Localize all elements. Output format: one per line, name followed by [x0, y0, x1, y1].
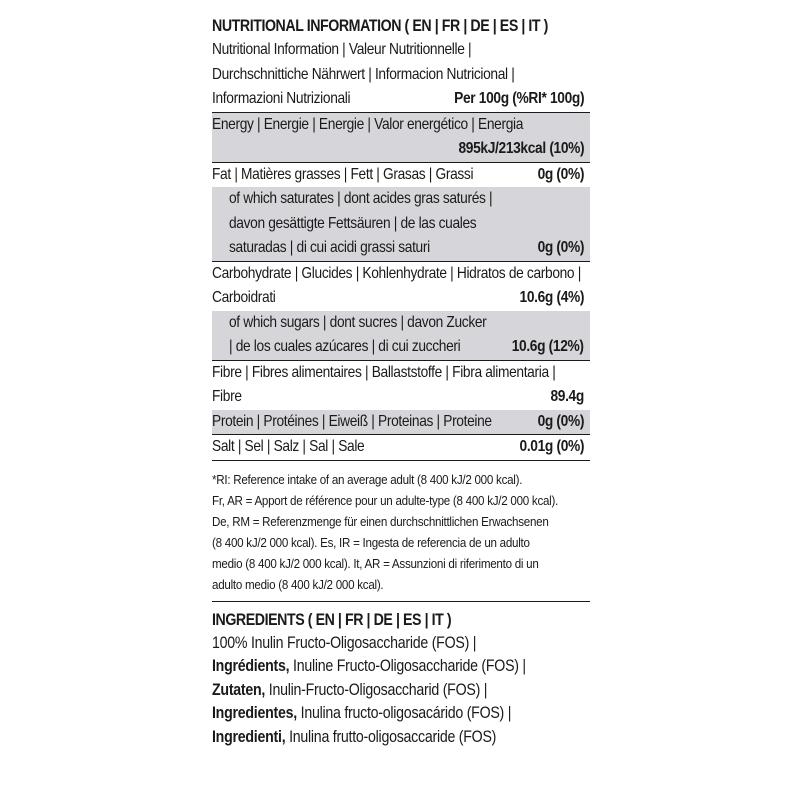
row-fibre: Fibre | Fibres alimentaires | Ballaststoffe | Fibra alimentaria | Fibre 89.4g	[212, 363, 584, 405]
header-line: Nutritional Information | Valeur Nutritionnelle |	[212, 41, 472, 58]
per-label: Per 100g (%RI* 100g)	[453, 90, 584, 107]
row-salt: Salt | Sel | Salz | Sal | Sale 0.01g (0%)	[212, 438, 584, 455]
nutrition-label	[212, 14, 590, 749]
footnote: *RI: Reference intake of an average adult (8 400 kJ/2 000 kcal). Fr, AR = Apport de référence pour un adulte-type (8 400 kJ/2 000 kcal). De, RM = Referenzmenge für einen durchschnittlichen Erwachsenen (8 400 kJ/2 000 kcal). Es, IR = Ingesta de referencia de un adulto medio (8 400 kJ/2 000 kcal). It, AR = Assunzioni di riferimento di un adulto medio (8 400 kJ/2 000 kcal).	[212, 471, 559, 592]
ingredients-title: INGREDIENTS ( EN | FR | DE | ES | IT )	[212, 610, 452, 629]
row-fat: Fat | Matières grasses | Fett | Grasas | Grassi 0g (0%)	[212, 165, 584, 183]
row-saturates: of which saturates | dont acides gras saturés | davon gesättigte Fettsäuren | de las cuales saturadas | di cui acidi grassi saturi 0g (0%)	[212, 187, 590, 261]
row-protein: Protein | Protéines | Eiweiß | Proteinas | Proteine 0g (0%)	[212, 410, 590, 435]
nutrition-title: NUTRITIONAL INFORMATION ( EN | FR | DE | ES | IT )	[212, 17, 548, 35]
row-carbohydrate: Carbohydrate | Glucides | Kohlenhydrate | Hidratos de carbono | Carboidrati 10.6g (4%)	[212, 264, 584, 306]
ingredients: INGREDIENTS ( EN | FR | DE | ES | IT ) 100% Inulin Fructo-Oligosaccharide (FOS) | Ingrédients, Inuline Fructo-Oligosaccharide (FOS) | Zutaten, Inulin-Fructo-Oligosaccharid (FOS) | Ingredientes, Inulina fructo-oligosacárido (FOS) | Ingredienti, Inulina frutto-oligosaccaride (FOS)	[212, 608, 590, 750]
row-energy: Energy | Energie | Energie | Valor energético | Energia 895kJ/213kcal (10%)	[212, 113, 590, 162]
row-sugars: of which sugars | dont sucres | davon Zucker | de los cuales azúcares | di cui zuccheri 10.6g (12%)	[212, 311, 590, 360]
header-line: Informazioni Nutrizionali Per 100g (%RI* 100g)	[212, 87, 590, 112]
header-line: Durchschnittiche Nährwert | Informacion Nutricional |	[212, 65, 515, 83]
